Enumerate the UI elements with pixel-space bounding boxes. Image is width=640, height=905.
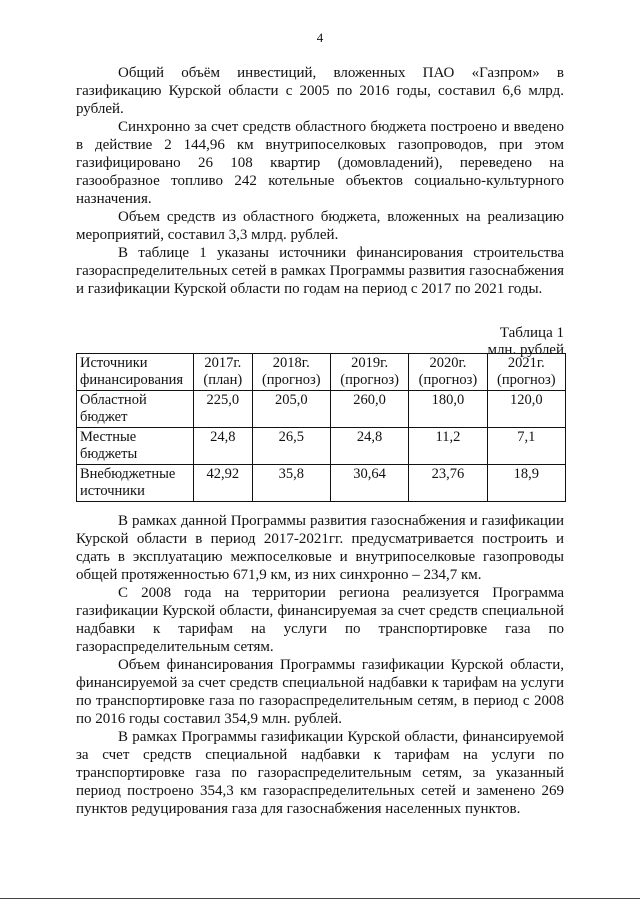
body-text-bottom [76, 512, 564, 818]
header-year: 2018г. (прогноз) [252, 354, 330, 391]
table-row [77, 465, 566, 502]
cell-value: 205,0 [252, 391, 330, 428]
header-year: 2020г. (прогноз) [409, 354, 487, 391]
cell-value: 120,0 [487, 391, 565, 428]
paragraph-investments: Общий объём инвестиций, вложенных ПАО «Газпром» в газификацию Курской области с 2005 по 2016 годы, составил 6,6 млрд. рублей. [76, 65, 564, 117]
table-header-row [77, 354, 566, 391]
cell-value: 260,0 [330, 391, 408, 428]
table-row [77, 428, 566, 465]
paragraph-program-results: В рамках Программы газификации Курской области, финансируемой за счет средств специальной надбавки к тарифам на услуги по транспортировке газа по газораспределительным сетям, за указанный период построено 354,3 км газораспределительных сетей и заменено 269 пунктов редуцирования газа для газоснабжения населенных пунктов. [76, 729, 564, 817]
header-year: 2021г. (прогноз) [487, 354, 565, 391]
cell-value: 18,9 [487, 465, 565, 502]
cell-value: 23,76 [409, 465, 487, 502]
header-year: 2019г. (прогноз) [330, 354, 408, 391]
cell-value: 225,0 [194, 391, 253, 428]
cell-value: 35,8 [252, 465, 330, 502]
row-source: Внебюджетные источники [77, 465, 194, 502]
cell-value: 26,5 [252, 428, 330, 465]
table-row [77, 391, 566, 428]
cell-value: 24,8 [194, 428, 253, 465]
body-text-top [76, 64, 564, 298]
paragraph-regional-budget-volume: Объем средств из областного бюджета, вложенных на реализацию мероприятий, составил 3,3 млрд. рублей. [76, 209, 564, 243]
paragraph-program-funding: Объем финансирования Программы газификации Курской области, финансируемой за счет средств специальной надбавки к тарифам на услуги по транспортировке газа по газораспределительным сетям, в период с 2008 по 2016 годы составил 354,9 млн. рублей. [76, 657, 564, 727]
financing-table [76, 353, 566, 502]
cell-value: 11,2 [409, 428, 487, 465]
row-source: Местные бюджеты [77, 428, 194, 465]
cell-value: 30,64 [330, 465, 408, 502]
table-title: Таблица 1 [499, 325, 564, 341]
page-number: 4 [316, 30, 324, 45]
paragraph-program-since-2008: С 2008 года на территории региона реализуется Программа газификации Курской области, финансируемая за счет средств специальной надбавки к тарифам на услуги по транспортировке газа по газораспределительным сетям. [76, 585, 564, 655]
table-units: млн. рублей [487, 342, 564, 358]
row-source: Областной бюджет [77, 391, 194, 428]
header-year: 2017г. (план) [194, 354, 253, 391]
cell-value: 24,8 [330, 428, 408, 465]
header-source: Источники финансирования [77, 354, 194, 391]
page-bottom-rule [0, 898, 640, 899]
cell-value: 7,1 [487, 428, 565, 465]
paragraph-program-plans: В рамках данной Программы развития газоснабжения и газификации Курской области в период 2017-2021гг. предусматривается построить и сдать в эксплуатацию межпоселковые и внутрипоселковые газопроводы общей протяженностью 671,9 км, из них синхронно – 234,7 км. [76, 513, 564, 583]
paragraph-regional-budget-construction: Синхронно за счет средств областного бюджета построено и введено в действие 2 144,96 км внутрипоселковых газопроводов, при этом газифицировано 26 108 квартир (домовладений), переведено на газообразное топливо 242 котельные объектов социально-культурного назначения. [76, 119, 564, 207]
cell-value: 42,92 [194, 465, 253, 502]
paragraph-table-intro: В таблице 1 указаны источники финансирования строительства газораспределительных сетей в рамках Программы развития газоснабжения и газификации Курской области по годам на период с 2017 по 2021 годы. [76, 245, 564, 297]
cell-value: 180,0 [409, 391, 487, 428]
